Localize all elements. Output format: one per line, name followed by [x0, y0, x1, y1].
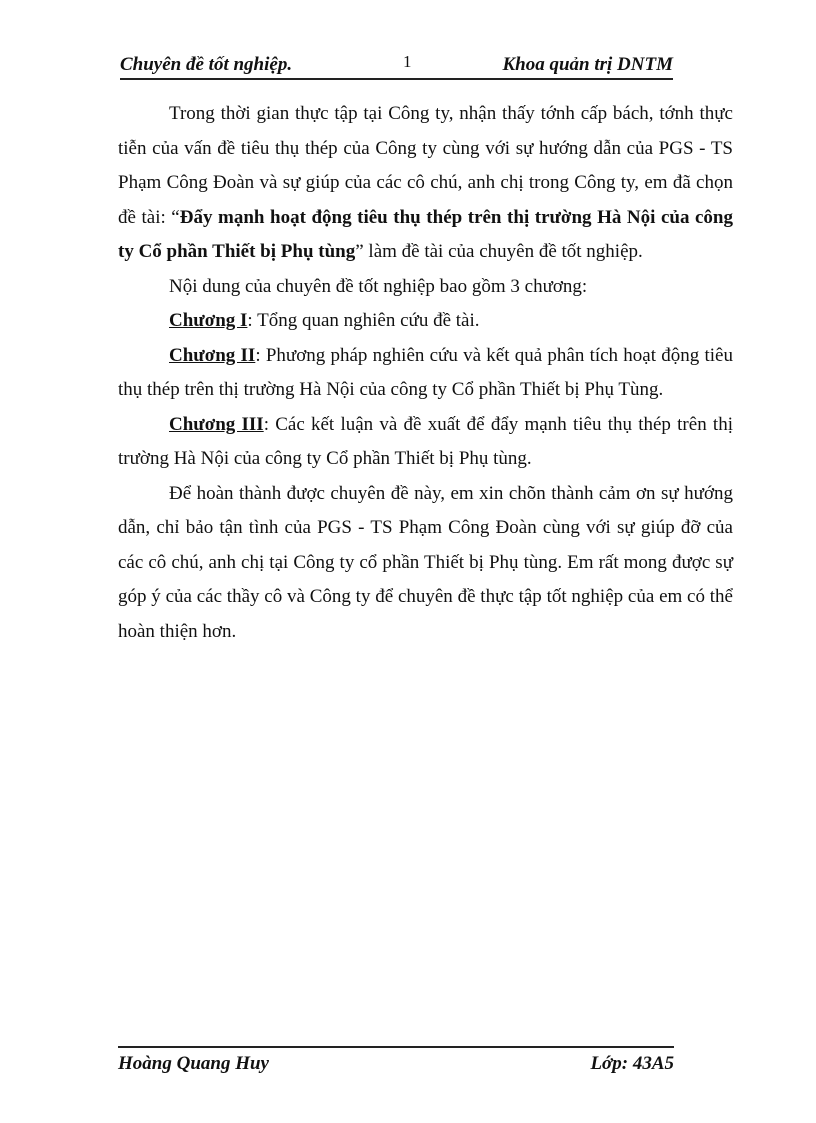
chapter-3-text: : Các kết luận và đề xuất để đẩy mạnh tiêu thụ thép trên thị trường Hà Nội của công ty Cổ phần Thiết bị Phụ tùng. — [118, 413, 733, 469]
chapter-1-text: : Tổng quan nghiên cứu đề tài. — [247, 310, 480, 331]
header-document-type: Chuyên đề tốt nghiệp. — [120, 54, 293, 75]
footer-class: Lớp: 43A5 — [590, 1053, 674, 1074]
chapter-1-paragraph — [118, 304, 733, 339]
page-header — [120, 50, 673, 80]
document-body — [118, 97, 733, 649]
header-faculty: Khoa quản trị DNTM — [502, 54, 673, 75]
chapter-2-label: Chương II — [169, 344, 256, 366]
chapter-2-paragraph — [118, 339, 733, 408]
chapter-3-label: Chương III — [169, 413, 264, 435]
intro-text-part1: Trong thời gian thực tập tại Công ty, nhận thấy tớnh cấp bách, tớnh thực tiễn của vấn đề tiêu thụ thép của Công ty cùng với sự hướng dẫn của PGS - TS Phạm Công Đoàn và sự giúp của các cô chú, anh chị trong Công ty, em đã chọn đề tài: “ — [118, 103, 733, 228]
closing-paragraph: Để hoàn thành được chuyên đề này, em xin chõn thành cảm ơn sự hướng dẫn, chỉ bảo tận tình của PGS - TS Phạm Công Đoàn cùng với sự giúp đỡ của các cô chú, anh chị tại Công ty cổ phần Thiết bị Phụ tùng. Em rất mong được sự góp ý của các thầy cô và Công ty để chuyên đề thực tập tốt nghiệp của em có thể hoàn thiện hơn. — [118, 482, 733, 642]
chapter-1-label: Chương I — [169, 310, 248, 331]
intro-paragraph — [118, 97, 733, 270]
intro-text-part2: ” làm đề tài của chuyên đề tốt nghiệp. — [355, 241, 643, 262]
page-number: 1 — [403, 52, 412, 71]
content-intro-paragraph: Nội dung của chuyên đề tốt nghiệp bao gồm 3 chương: — [169, 275, 588, 297]
thesis-title: Đẩy mạnh hoạt động tiêu thụ thép trên thị trường Hà Nội của công ty Cổ phần Thiết bị Phụ tùng — [118, 206, 733, 262]
chapter-3-paragraph — [118, 408, 733, 477]
footer-author: Hoàng Quang Huy — [118, 1053, 269, 1074]
chapter-2-text: : Phương pháp nghiên cứu và kết quả phân tích hoạt động tiêu thụ thép trên thị trường Hà Nội của công ty Cổ phần Thiết bị Phụ Tùng. — [118, 344, 733, 400]
page-footer — [118, 1046, 674, 1082]
